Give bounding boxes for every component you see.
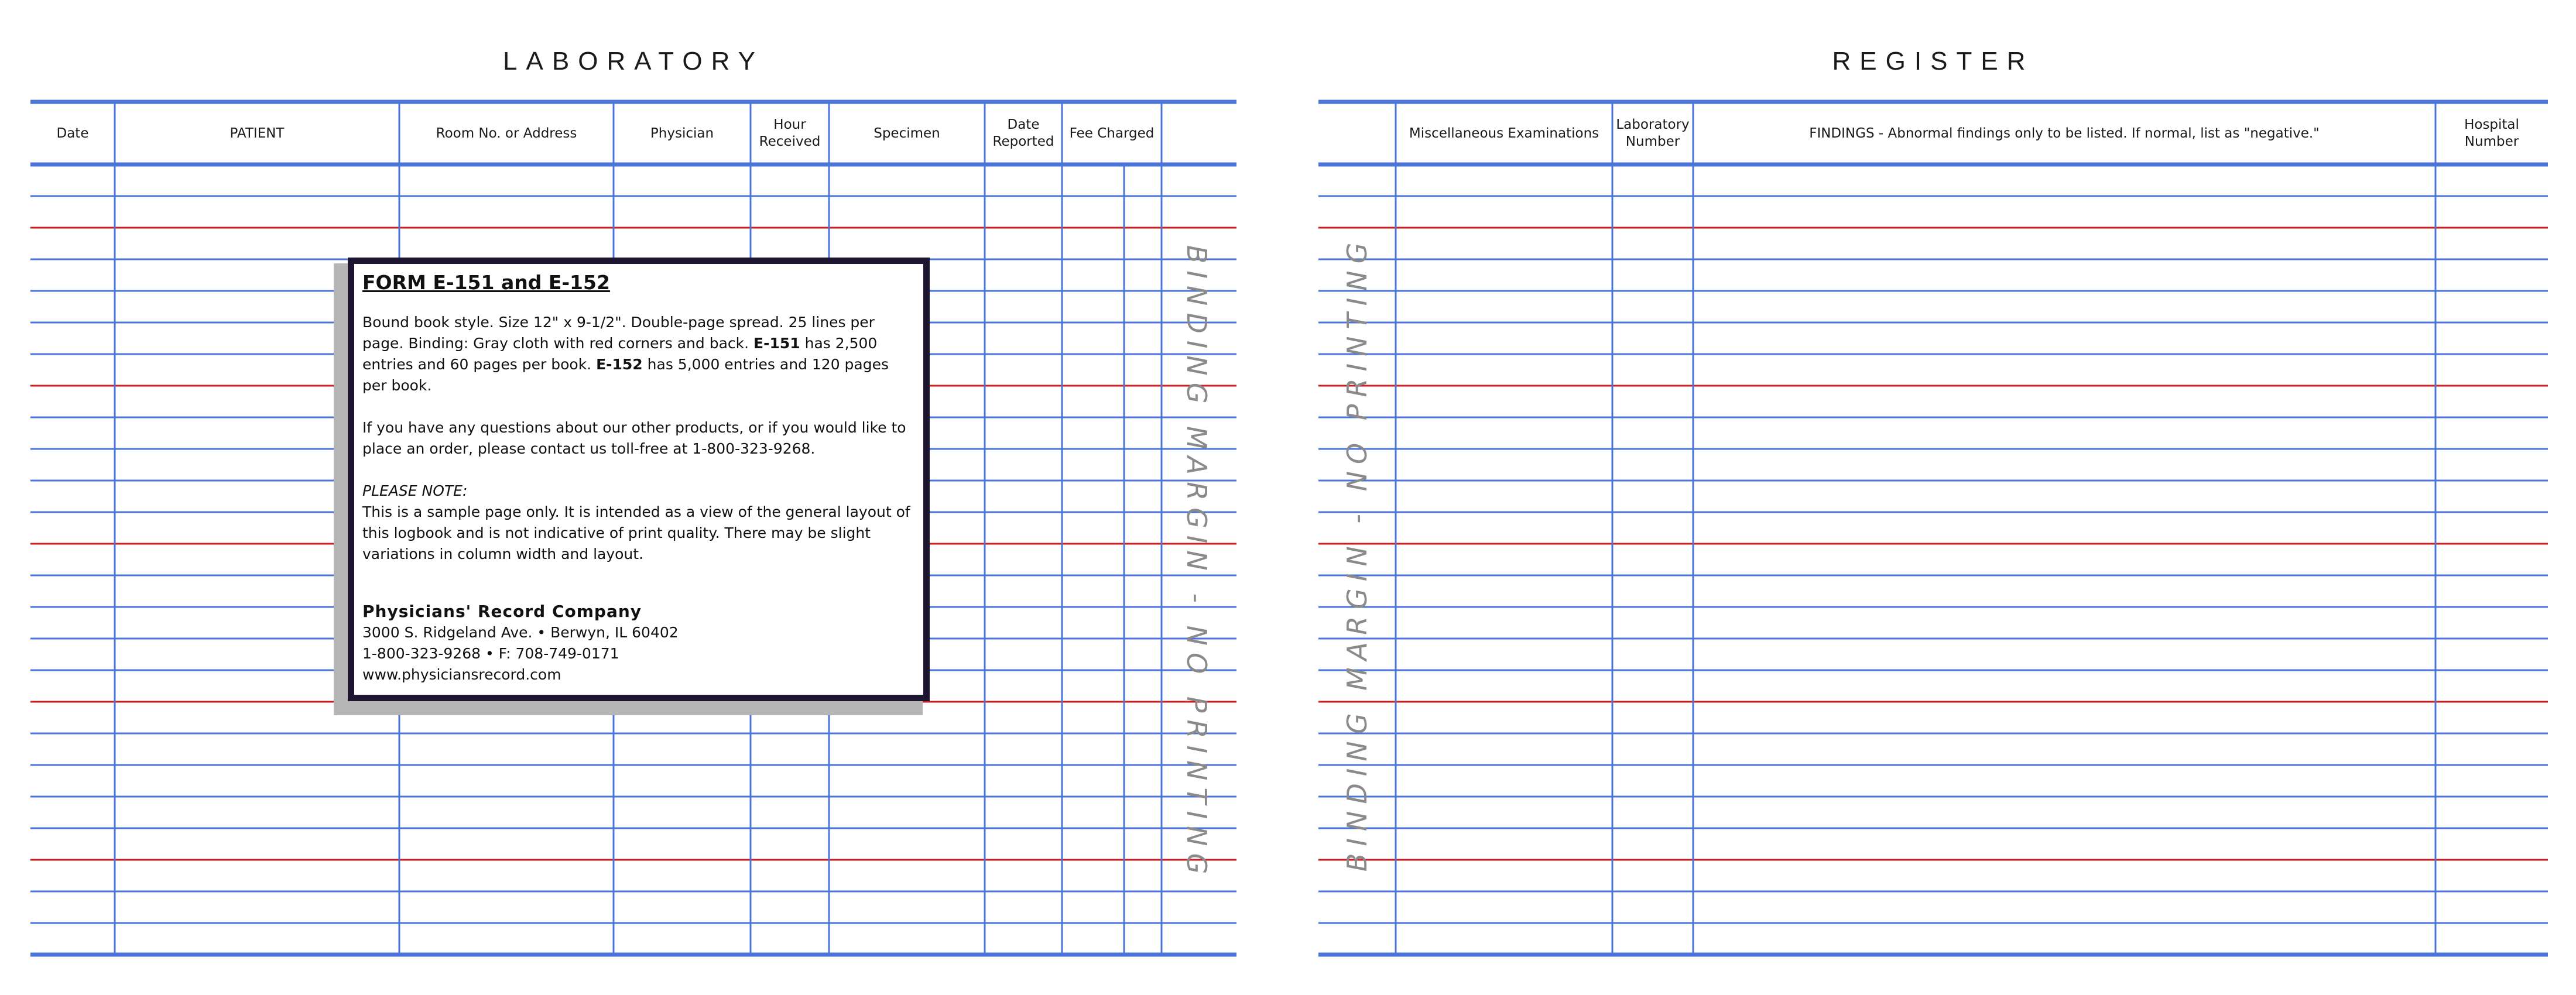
company-address: 3000 S. Ridgeland Ave. • Berwyn, IL 60402 <box>362 624 679 641</box>
col-header-room-address: Room No. or Address <box>436 125 577 141</box>
product-info-box <box>348 258 930 701</box>
col-header-misc-examinations: Miscellaneous Examinations <box>1409 125 1599 141</box>
company-name: Physicians' Record Company <box>362 602 642 621</box>
col-header-hour-received: Hour Received <box>759 117 821 149</box>
product-description: Bound book style. Size 12" x 9-1/2". Double-page spread. 25 lines per page. Binding: Gray cloth with red corners and back. E-151 has 2,500 entries and 60 pages per book. E-152 has 5,000 entries and 120 pages per book. <box>362 314 889 394</box>
col-header-date-reported: Date Reported <box>992 117 1054 149</box>
company-website[interactable]: www.physiciansrecord.com <box>362 666 561 683</box>
col-header-fee-charged: Fee Charged <box>1069 125 1155 141</box>
col-header-date: Date <box>56 125 89 141</box>
left-binding-margin-text: BINDING MARGIN - NO PRINTING <box>1181 245 1212 881</box>
right-page-title: REGISTER <box>1832 47 2034 76</box>
note-heading: PLEASE NOTE: <box>362 482 468 499</box>
form-title: FORM E-151 and E-152 <box>362 271 610 294</box>
note-body: This is a sample page only. It is intended as a view of the general layout of this logbook and is not indicative of print quality. There may be slight variations in column width and layout. <box>362 503 910 562</box>
col-header-findings: FINDINGS - Abnormal findings only to be listed. If normal, list as "negative." <box>1809 125 2320 141</box>
col-header-patient: PATIENT <box>229 125 285 141</box>
col-header-laboratory-number: Laboratory Number <box>1616 117 1690 149</box>
col-header-specimen: Specimen <box>873 125 940 141</box>
contact-text: If you have any questions about our other products, or if you would like to place an order, please contact us toll-free at 1-800-323-9268. <box>362 419 906 457</box>
left-page-title: LABORATORY <box>503 47 764 76</box>
col-header-physician: Physician <box>650 125 714 141</box>
right-binding-margin-text: BINDING MARGIN - NO PRINTING <box>1341 235 1373 872</box>
company-phone: 1-800-323-9268 • F: 708-749-0171 <box>362 645 619 662</box>
col-header-hospital-number: Hospital Number <box>2464 117 2519 149</box>
col-header-blank <box>1318 104 1396 163</box>
